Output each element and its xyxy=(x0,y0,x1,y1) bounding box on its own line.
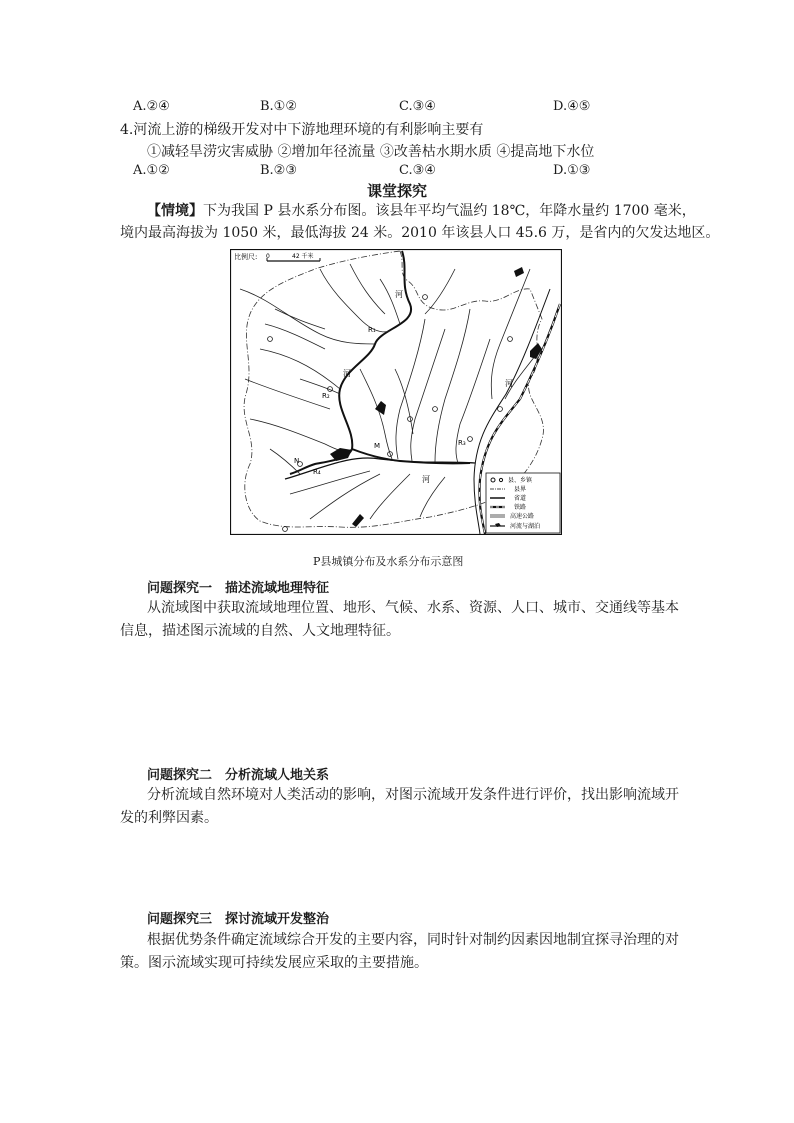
map-label-m: M xyxy=(374,442,381,450)
q4-option-c: C.③④ xyxy=(399,163,436,178)
problem-1-line-2: 信息，描述图示流域的自然、人文地理特征。 xyxy=(120,623,400,639)
legend-river-lake: 河流与湖泊 xyxy=(510,523,541,530)
problem-2-line-2: 发的利弊因素。 xyxy=(120,810,218,826)
legend-town: 县、乡镇 xyxy=(508,477,533,484)
map-caption: P县城镇分布及水系分布示意图 xyxy=(313,555,464,568)
map-label-river-3: 河 xyxy=(505,379,513,388)
q3-option-c: C.③④ xyxy=(399,99,436,114)
q4-items: ①减轻旱涝灾害威胁 ②增加年径流量 ③改善枯水期水质 ④提高地下水位 xyxy=(147,144,595,160)
problem-2-line-1: 分析流域自然环境对人类活动的影响，对图示流域开发条件进行评价，找出影响流域开 xyxy=(147,787,679,803)
problem-1-line-1: 从流域图中获取流域地理位置、地形、气候、水系、资源、人口、城市、交通线等基本 xyxy=(147,600,679,616)
map-legend xyxy=(486,473,560,533)
problem-2-heading: 问题探究二 分析流域人地关系 xyxy=(147,768,330,783)
q4-option-b: B.②③ xyxy=(260,163,297,178)
situation-line-2: 境内最高海拔为 1050 米，最低海拔 24 米。2010 年该县人口 45.6 万，是省内的欠发达地区。 xyxy=(120,225,720,241)
section-title: 课堂探究 xyxy=(367,182,428,200)
legend-railway: 铁路 xyxy=(514,504,527,511)
problem-3-heading: 问题探究三 探讨流域开发整治 xyxy=(147,912,330,927)
map-scale-value: 42 千米 xyxy=(292,253,314,260)
q4-option-d: D.①③ xyxy=(553,163,591,178)
map-label-river-1: 河 xyxy=(395,290,403,299)
legend-expressway: 高速公路 xyxy=(510,513,535,520)
map-label-r3: R₃ xyxy=(458,439,466,447)
map-scale-label: 比例尺: xyxy=(234,253,258,261)
legend-provincial-road: 省道 xyxy=(514,495,527,502)
q3-option-b: B.①② xyxy=(260,99,297,114)
map-label-river-2: 河 xyxy=(343,369,351,378)
map-label-n: N xyxy=(294,457,300,465)
problem-3-line-2: 策。图示流域实现可持续发展应采取的主要措施。 xyxy=(120,955,428,971)
q3-option-a: A.②④ xyxy=(133,99,170,114)
q3-option-d: D.④⑤ xyxy=(553,99,591,114)
watershed-map xyxy=(230,249,562,535)
legend-county-boundary: 县界 xyxy=(514,486,527,493)
map-label-r1: R₁ xyxy=(368,326,376,334)
situation-label: 【情境】 xyxy=(147,203,203,219)
map-label-r2: R₂ xyxy=(322,392,330,400)
problem-3-line-1: 根据优势条件确定流域综合开发的主要内容，同时针对制约因素因地制宜探寻治理的对 xyxy=(147,932,679,948)
situation-text-1: 下为我国 P 县水系分布图。该县年平均气温约 18℃，年降水量约 1700 毫米， xyxy=(203,203,696,219)
q4-option-a: A.①② xyxy=(133,163,170,178)
problem-1-heading: 问题探究一 描述流域地理特征 xyxy=(147,581,330,596)
map-scale-zero: 0 xyxy=(266,253,270,260)
q4-stem: 4.河流上游的梯级开发对中下游地理环境的有利影响主要有 xyxy=(120,122,484,138)
map-label-river-4: 河 xyxy=(422,475,430,484)
situation-line-1 xyxy=(147,199,696,223)
map-label-r4: R₄ xyxy=(313,468,321,476)
